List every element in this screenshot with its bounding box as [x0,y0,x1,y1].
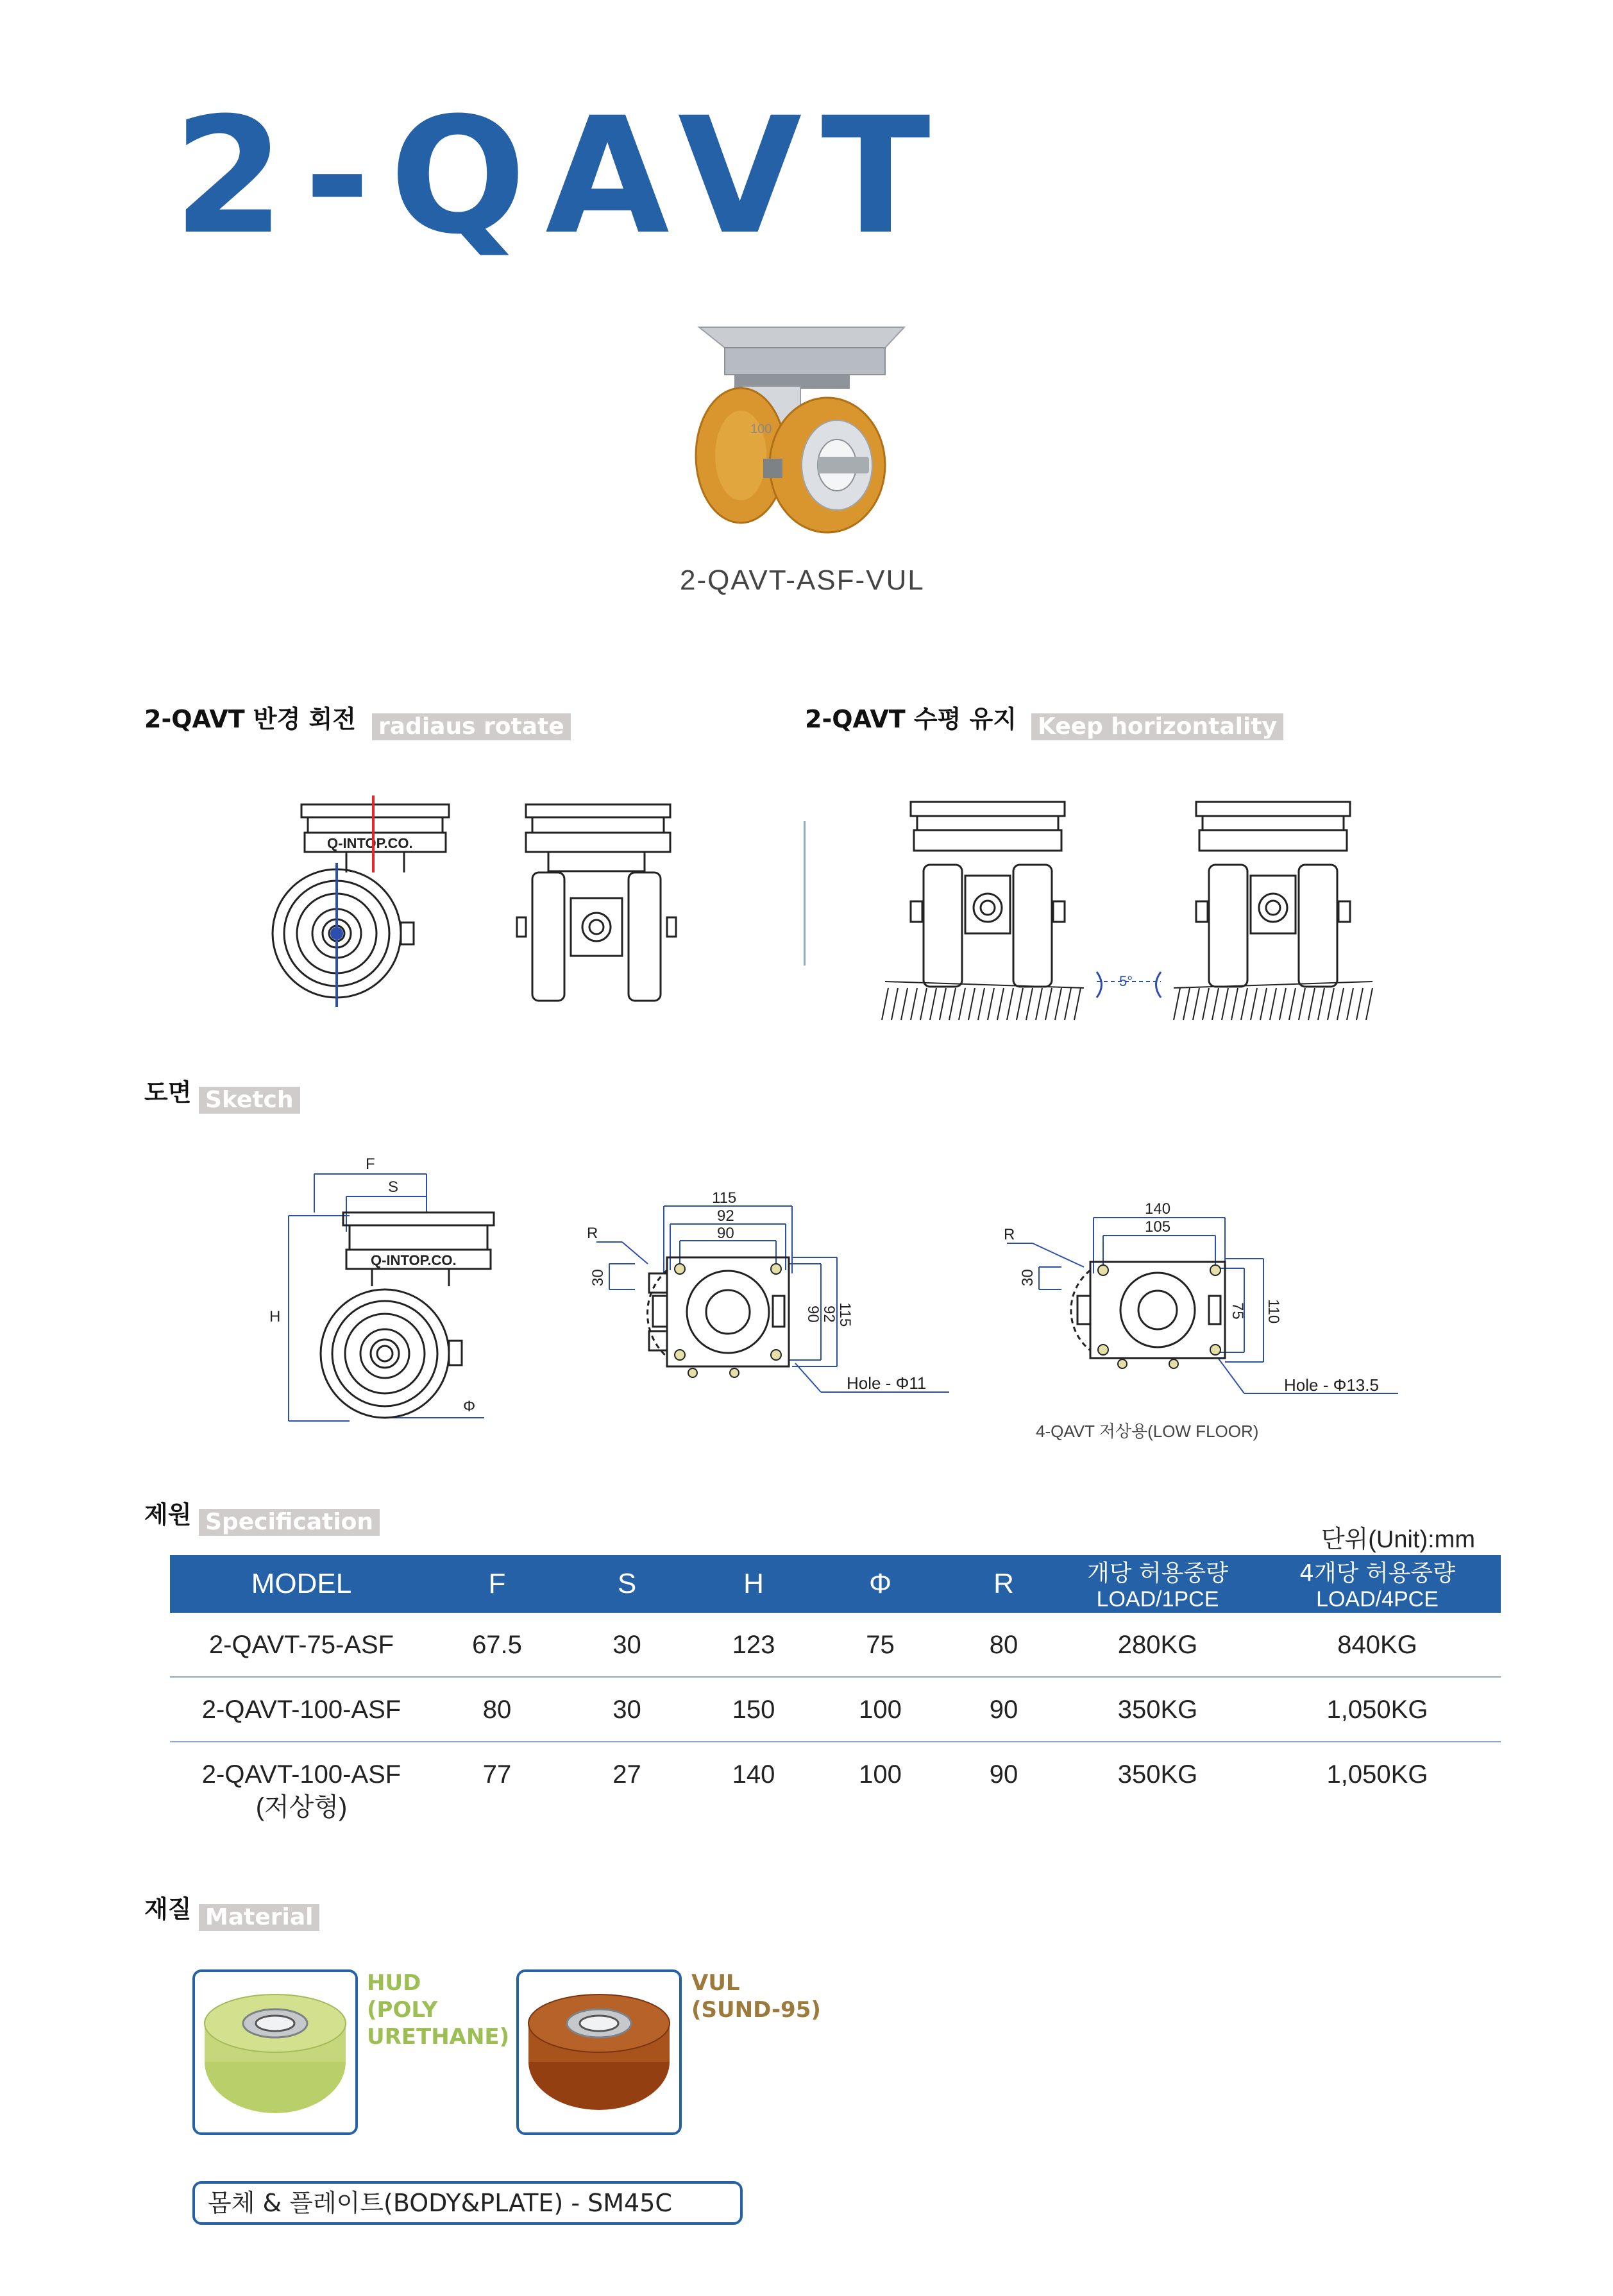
col-load-1pce-sub: LOAD/1PCE [1096,1587,1219,1611]
plate4-hole-label: Hole - Φ13.5 [1284,1375,1379,1395]
spec-header-row [170,1555,1501,1613]
cell-f: 80 [433,1677,561,1742]
hud-wheel-image [195,1972,355,2132]
vul-material-label [691,1969,821,2023]
spec-section-tag: Specification [199,1509,380,1536]
brand-plate-text-sketch: Q-INTOP.CO. [371,1252,457,1268]
plate2-dim-v92: 92 [820,1305,838,1323]
cell-phi: 100 [815,1677,946,1742]
tilt-angle-label: 5° [1119,973,1133,989]
hud-label-line: (POLY [367,1997,438,2023]
plate4-dim-v110: 110 [1265,1299,1282,1324]
sketch-plate-4qavt [988,1187,1424,1443]
cell-s: 30 [561,1677,693,1742]
spec-section-title: 제원 [144,1501,192,1529]
spec-table-wrap [170,1555,1501,1824]
spec-table [170,1555,1501,1824]
cell-s: 30 [561,1613,693,1677]
vul-label-line: (SUND-95) [691,1997,821,2023]
cell-load4: 1,050KG [1254,1677,1501,1742]
cell-load1: 350KG [1117,1760,1198,1789]
col-h: H [693,1555,815,1613]
col-r: R [946,1555,1061,1613]
cell-model-note: (저상형) [255,1793,348,1821]
vul-material-box [516,1969,682,2135]
cell-r: 90 [989,1760,1018,1789]
plate2-dim-v90: 90 [804,1305,822,1323]
col-f: F [433,1555,561,1613]
cell-load4: 1,050KG [1326,1760,1428,1789]
dim-s-label: S [388,1178,399,1196]
plate4-caption: 4-QAVT 저상용(LOW FLOOR) [1036,1422,1259,1441]
dim-f-label: F [366,1155,375,1173]
plate4-r-label: R [1004,1226,1015,1243]
plate4-dim-140: 140 [1145,1200,1171,1218]
cell-model: 2-QAVT-75-ASF [170,1613,433,1677]
vul-wheel-image [519,1972,679,2132]
sketch-side-view [263,1148,507,1437]
col-model: MODEL [170,1555,433,1613]
col-phi: Φ [815,1555,946,1613]
plate4-dim-v75: 75 [1229,1302,1246,1320]
plate2-hole-label: Hole - Φ11 [847,1373,927,1393]
horizontal-drawing [879,789,1385,1033]
sketch-section-tag: Sketch [199,1087,300,1114]
hud-label-line: URETHANE) [367,2024,510,2050]
sketch-section-title: 도면 [144,1078,192,1107]
col-load-4pce-main: 4개당 허용중량 [1299,1560,1455,1586]
unit-label: 단위(Unit):mm [1321,1526,1475,1553]
hud-material-label [367,1969,509,2050]
material-section-title: 재질 [144,1895,192,1923]
cell-h: 123 [693,1613,815,1677]
col-load-1pce-main: 개당 허용중량 [1086,1560,1229,1586]
rotate-drawing [263,795,699,1020]
cell-load4: 840KG [1254,1613,1501,1677]
table-row [170,1613,1501,1677]
plate2-dim-92: 92 [717,1207,734,1225]
page-title: 2-QAVT [173,83,950,269]
horizontal-section-tag: Keep horizontality [1031,713,1283,740]
sketch-plate-2qavt [577,1187,962,1405]
cell-f: 77 [482,1760,512,1789]
cell-r: 90 [946,1677,1061,1742]
cell-load1: 350KG [1061,1677,1254,1742]
plate2-dim-30: 30 [589,1269,607,1286]
product-wheel-marking: 100 [750,422,772,436]
hud-material-box [192,1969,358,2135]
cell-s: 27 [612,1760,641,1789]
plate2-dim-115: 115 [712,1189,737,1207]
rotate-section-title: 2-QAVT 반경 회전 [144,705,356,733]
plate2-r-label: R [587,1225,598,1242]
cell-model [170,1742,433,1824]
hud-label-line: HUD [367,1970,421,1996]
plate4-dim-105: 105 [1145,1218,1171,1236]
cell-model: 2-QAVT-100-ASF [170,1677,433,1742]
cell-phi: 100 [859,1760,902,1789]
product-caption: 2-QAVT-ASF-VUL [680,565,925,596]
product-photo [673,314,930,545]
body-plate-material: 몸체 & 플레이트(BODY&PLATE) - SM45C [192,2181,743,2225]
plate4-dim-30: 30 [1019,1269,1036,1286]
plate2-dim-v115: 115 [836,1302,854,1327]
table-row [170,1677,1501,1742]
col-load-1pce [1061,1555,1254,1613]
col-load-4pce [1254,1555,1501,1613]
brand-plate-text: Q-INTOP.CO. [327,835,413,851]
cell-load1: 280KG [1061,1613,1254,1677]
plate2-dim-90: 90 [717,1225,734,1242]
cell-h: 150 [693,1677,815,1742]
rotate-section-tag: radiaus rotate [372,713,571,740]
cell-f: 67.5 [433,1613,561,1677]
horizontal-section-title: 2-QAVT 수평 유지 [805,705,1017,733]
cell-r: 80 [946,1613,1061,1677]
vul-label-line: VUL [691,1970,740,1996]
material-section-tag: Material [199,1904,319,1931]
section-divider [804,821,806,965]
col-s: S [561,1555,693,1613]
cell-h: 140 [732,1760,775,1789]
cell-model-name: 2-QAVT-100-ASF [201,1760,401,1789]
col-load-4pce-sub: LOAD/4PCE [1316,1587,1439,1611]
dim-h-label: H [269,1308,281,1325]
cell-phi: 75 [815,1613,946,1677]
dim-phi-label: Φ [463,1398,476,1415]
table-row [170,1742,1501,1824]
